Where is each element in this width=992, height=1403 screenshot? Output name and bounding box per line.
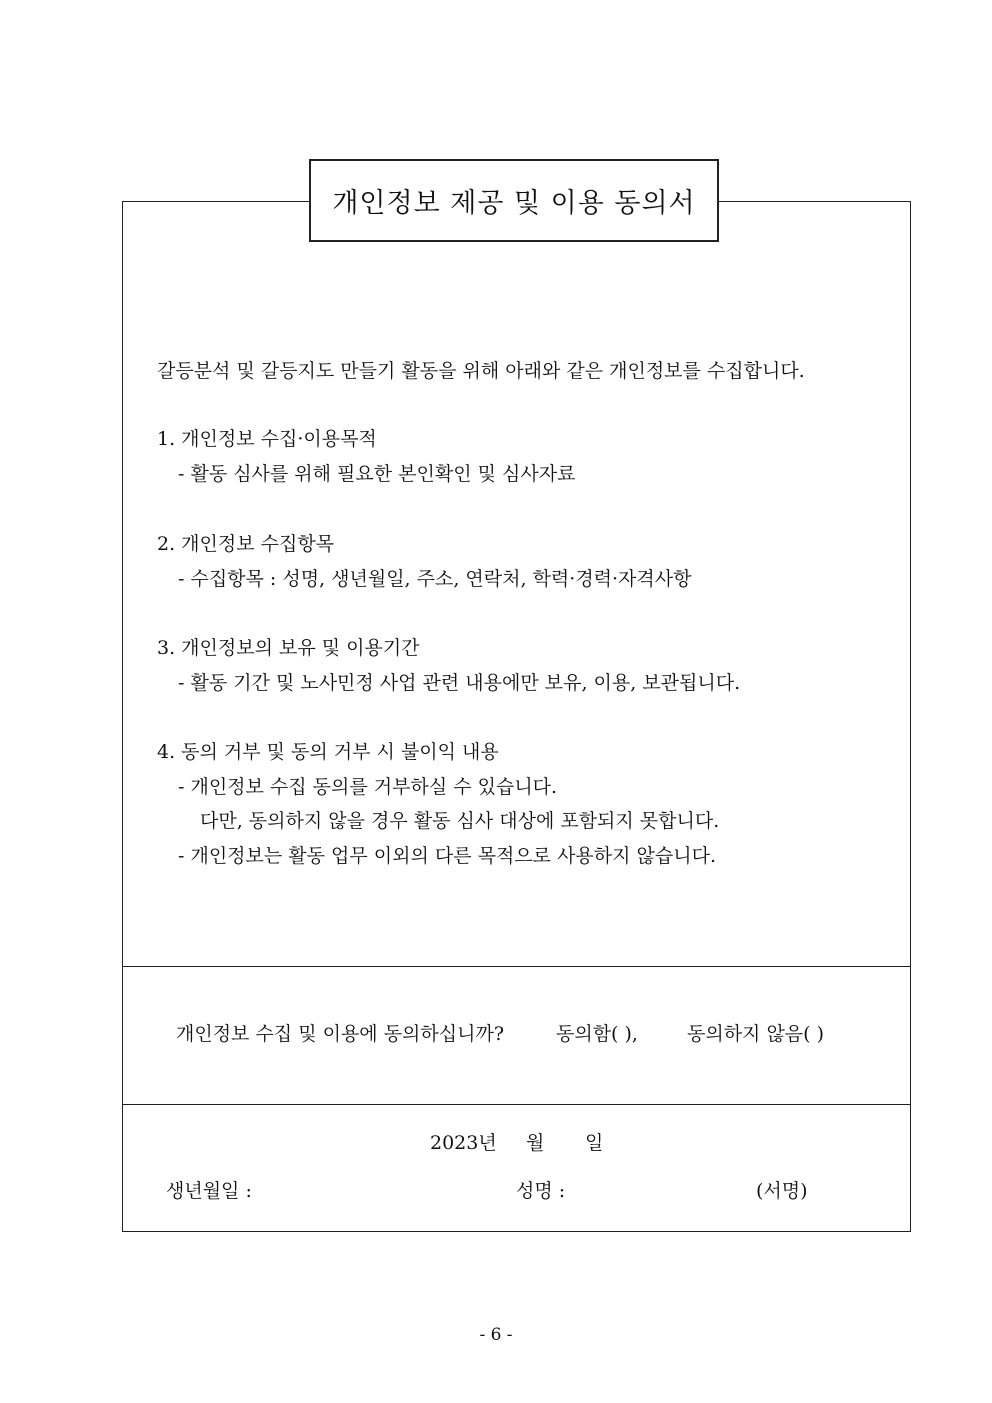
date-month: 월 bbox=[526, 1132, 545, 1154]
section-2-line-1: - 수집항목 : 성명, 생년월일, 주소, 연락처, 학력·경력·자격사항 bbox=[178, 568, 692, 590]
document-title: 개인정보 제공 및 이용 동의서 bbox=[309, 159, 719, 242]
page-number: - 6 - bbox=[479, 1325, 513, 1345]
signature-label: (서명) bbox=[756, 1180, 808, 1202]
section-4-line-2: 다만, 동의하지 않을 경우 활동 심사 대상에 포함되지 못합니다. bbox=[200, 810, 720, 832]
section-4-line-1: - 개인정보 수집 동의를 거부하실 수 있습니다. bbox=[178, 776, 558, 798]
consent-disagree-option[interactable]: 동의하지 않음( ) bbox=[687, 1023, 825, 1045]
divider-signature-top bbox=[122, 1104, 911, 1105]
section-1-heading: 1. 개인정보 수집·이용목적 bbox=[157, 428, 377, 450]
date-day: 일 bbox=[585, 1132, 604, 1154]
birthdate-label: 생년월일 : bbox=[166, 1180, 252, 1202]
section-2-heading: 2. 개인정보 수집항목 bbox=[157, 533, 335, 555]
consent-question: 개인정보 수집 및 이용에 동의하십니까? bbox=[176, 1023, 505, 1045]
name-label: 성명 : bbox=[516, 1180, 566, 1202]
date-year: 2023년 bbox=[430, 1132, 497, 1154]
section-4-line-3: - 개인정보는 활동 업무 이외의 다른 목적으로 사용하지 않습니다. bbox=[178, 845, 716, 867]
section-1-line-1: - 활동 심사를 위해 필요한 본인확인 및 심사자료 bbox=[178, 463, 576, 485]
consent-agree-option[interactable]: 동의함( ), bbox=[556, 1023, 638, 1045]
document-frame bbox=[122, 201, 911, 1232]
section-4-heading: 4. 동의 거부 및 동의 거부 시 불이익 내용 bbox=[157, 741, 499, 763]
section-3-line-1: - 활동 기간 및 노사민정 사업 관련 내용에만 보유, 이용, 보관됩니다. bbox=[178, 672, 741, 694]
section-3-heading: 3. 개인정보의 보유 및 이용기간 bbox=[157, 637, 420, 659]
intro-text: 갈등분석 및 갈등지도 만들기 활동을 위해 아래와 같은 개인정보를 수집합니다. bbox=[157, 360, 805, 382]
divider-consent-top bbox=[122, 966, 911, 967]
